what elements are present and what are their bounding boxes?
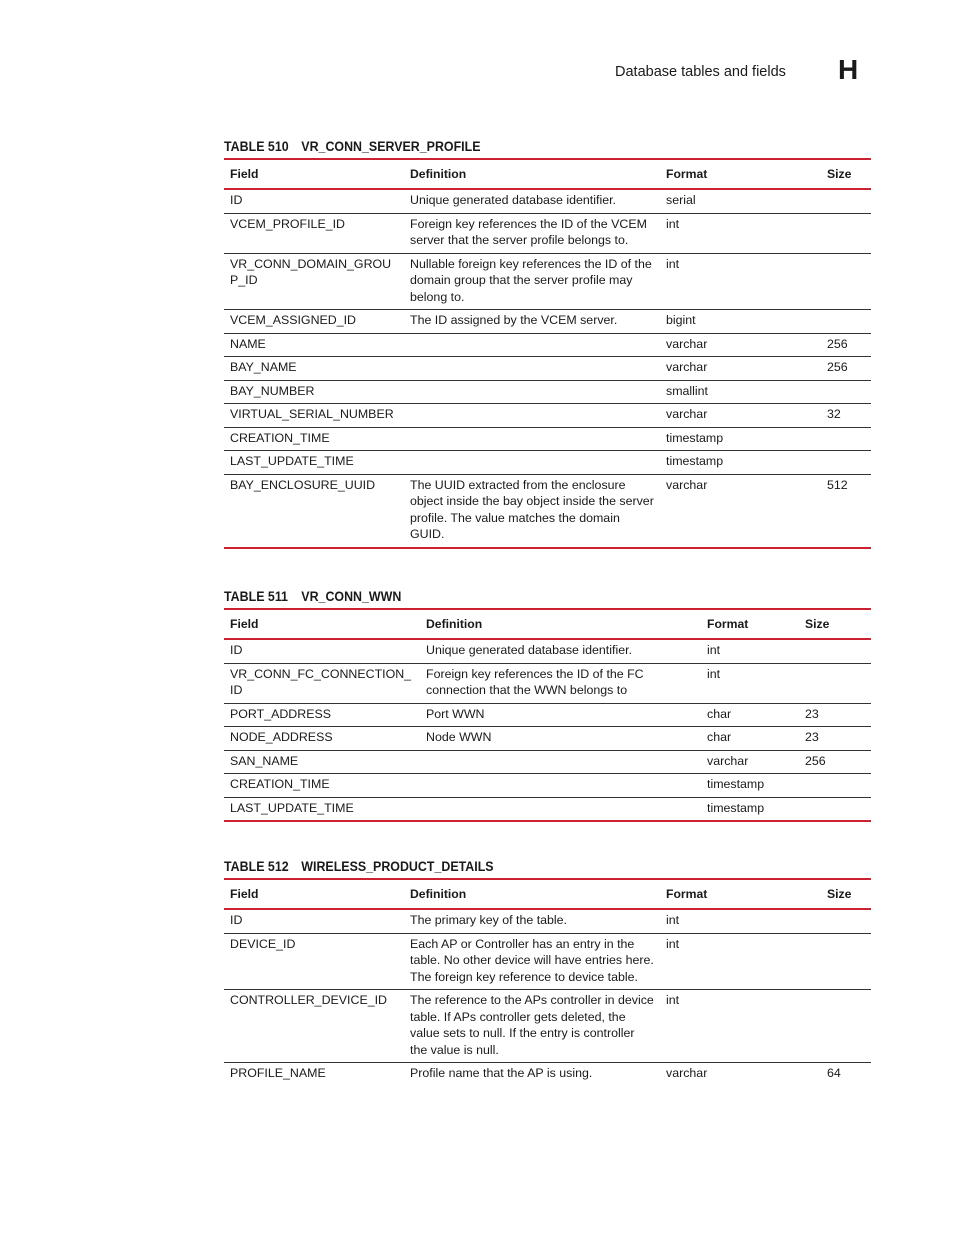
cell-size: 23 (805, 706, 819, 721)
cell-definition (420, 750, 701, 774)
table-number: TABLE 512 (224, 859, 289, 874)
cell-definition: Profile name that the AP is using. (410, 1066, 593, 1080)
table-name: WIRELESS_PRODUCT_DETAILS (301, 859, 494, 874)
cell-definition (404, 427, 660, 451)
cell-format: int (666, 216, 680, 231)
table-number: TABLE 511 (224, 589, 288, 604)
cell-field: PROFILE_NAME (230, 1066, 326, 1080)
table-header-row (224, 159, 871, 189)
table-row (224, 1063, 871, 1086)
table-row (224, 797, 871, 821)
table-header-row (224, 879, 871, 909)
cell-format: int (707, 643, 721, 657)
appendix-letter: H (838, 54, 859, 85)
cell-field: SAN_NAME (230, 753, 299, 768)
cell-field: BAY_NAME (230, 360, 297, 374)
column-header-size: Size (805, 617, 830, 631)
cell-size (821, 253, 871, 310)
table-row (224, 990, 871, 1063)
cell-definition (404, 380, 660, 404)
cell-field: PORT_ADDRESS (230, 706, 331, 721)
cell-size (821, 909, 871, 933)
cell-format: timestamp (707, 777, 765, 791)
cell-definition: The ID assigned by the VCEM server. (410, 313, 618, 327)
table-row (224, 703, 871, 727)
table-row (224, 253, 871, 310)
cell-definition: The UUID extracted from the enclosure object inside the bay object inside the server profile. The value matches the domain GUID. (410, 477, 654, 541)
column-header-definition: Definition (410, 887, 467, 901)
cell-field: CONTROLLER_DEVICE_ID (230, 993, 387, 1007)
cell-field: VCEM_PROFILE_ID (230, 216, 345, 231)
table-body (224, 189, 871, 548)
table-512-block (224, 856, 871, 1086)
cell-format: bigint (666, 313, 696, 327)
table-name: VR_CONN_SERVER_PROFILE (301, 139, 481, 154)
cell-format: varchar (666, 1066, 708, 1080)
table-caption (224, 586, 819, 608)
cell-format: int (666, 913, 680, 927)
cell-size (821, 933, 871, 990)
table-row (224, 333, 871, 357)
table-name: VR_CONN_WWN (301, 589, 402, 604)
cell-definition: Foreign key references the ID of the FC connection that the WWN belongs to (426, 666, 644, 697)
cell-format: varchar (666, 407, 708, 421)
cell-size (799, 639, 871, 663)
cell-format: int (707, 666, 721, 681)
cell-size (821, 990, 871, 1063)
cell-field: CREATION_TIME (230, 777, 330, 791)
table-511-block (224, 586, 871, 822)
table-510-block (224, 136, 871, 549)
cell-definition: Unique generated database identifier. (426, 643, 632, 657)
cell-field: DEVICE_ID (230, 936, 296, 951)
cell-format: int (666, 256, 680, 271)
column-header-size: Size (827, 167, 852, 181)
cell-size: 512 (827, 477, 848, 492)
cell-definition: Node WWN (426, 730, 492, 744)
cell-size (821, 213, 871, 253)
table-wireless-product-details (224, 878, 871, 1086)
cell-field: NODE_ADDRESS (230, 730, 333, 744)
cell-format: char (707, 706, 732, 721)
table-number: TABLE 510 (224, 139, 289, 154)
cell-format: int (666, 993, 680, 1007)
cell-format: timestamp (666, 454, 724, 468)
cell-format: smallint (666, 383, 708, 398)
table-row (224, 639, 871, 663)
cell-definition (420, 774, 701, 798)
column-header-field: Field (230, 617, 259, 631)
cell-size (799, 663, 871, 703)
table-row (224, 427, 871, 451)
table-body (224, 639, 871, 821)
table-row (224, 663, 871, 703)
table-row (224, 451, 871, 475)
cell-format: int (666, 936, 680, 951)
cell-size: 23 (805, 730, 819, 744)
cell-format: varchar (707, 753, 749, 768)
table-row (224, 310, 871, 334)
cell-field: ID (230, 913, 243, 927)
cell-format: varchar (666, 477, 708, 492)
cell-size (821, 380, 871, 404)
table-row (224, 727, 871, 751)
cell-format: varchar (666, 336, 708, 351)
cell-definition (404, 451, 660, 475)
cell-field: LAST_UPDATE_TIME (230, 454, 354, 468)
column-header-format: Format (666, 167, 708, 181)
cell-format: timestamp (666, 430, 724, 445)
table-row (224, 750, 871, 774)
cell-field: BAY_ENCLOSURE_UUID (230, 477, 376, 492)
cell-field: LAST_UPDATE_TIME (230, 800, 354, 815)
table-row (224, 189, 871, 213)
column-header-size: Size (827, 887, 852, 901)
cell-definition: Unique generated database identifier. (410, 193, 616, 207)
cell-definition (404, 333, 660, 357)
column-header-format: Format (666, 887, 708, 901)
cell-size (821, 427, 871, 451)
cell-size: 64 (827, 1066, 841, 1080)
cell-field: CREATION_TIME (230, 430, 330, 445)
table-row (224, 404, 871, 428)
cell-field: NAME (230, 336, 266, 351)
table-row (224, 357, 871, 381)
cell-definition: Foreign key references the ID of the VCEM server that the server profile belongs to. (410, 216, 647, 247)
cell-size (821, 189, 871, 213)
cell-definition: The reference to the APs controller in device table. If APs controller gets deleted, the value sets to null. If the entry is controller the value is null. (410, 993, 654, 1057)
column-header-format: Format (707, 617, 749, 631)
table-row (224, 909, 871, 933)
cell-definition: Nullable foreign key references the ID of the domain group that the server profile may belong to. (410, 256, 652, 304)
table-row (224, 933, 871, 990)
table-header-row (224, 609, 871, 639)
cell-definition: Port WWN (426, 706, 485, 721)
cell-field: VIRTUAL_SERIAL_NUMBER (230, 407, 394, 421)
cell-format: serial (666, 193, 696, 207)
table-vr-conn-wwn (224, 608, 871, 822)
cell-size (799, 797, 871, 821)
cell-size (799, 774, 871, 798)
table-caption (224, 856, 819, 878)
cell-size: 32 (827, 407, 841, 421)
cell-definition: The primary key of the table. (410, 913, 568, 927)
cell-format: timestamp (707, 800, 765, 815)
cell-definition (404, 404, 660, 428)
table-caption (224, 136, 819, 158)
cell-format: varchar (666, 360, 708, 374)
cell-field: ID (230, 643, 243, 657)
table-row (224, 380, 871, 404)
cell-field: VCEM_ASSIGNED_ID (230, 313, 357, 327)
cell-definition: Each AP or Controller has an entry in the table. No other device will have entries here. The foreign key reference to device table. (410, 936, 654, 984)
table-body (224, 909, 871, 1086)
cell-field: BAY_NUMBER (230, 383, 315, 398)
section-title: Database tables and fields (615, 64, 786, 80)
column-header-field: Field (230, 887, 259, 901)
cell-format: char (707, 730, 732, 744)
column-header-definition: Definition (426, 617, 483, 631)
table-vr-conn-server-profile (224, 158, 871, 549)
table-row (224, 774, 871, 798)
table-row (224, 474, 871, 548)
cell-definition (420, 797, 701, 821)
cell-field: VR_CONN_DOMAIN_GROUP_ID (230, 256, 392, 287)
cell-field: ID (230, 193, 243, 207)
column-header-field: Field (230, 167, 259, 181)
cell-size (821, 310, 871, 334)
table-row (224, 213, 871, 253)
cell-definition (404, 357, 660, 381)
cell-size: 256 (827, 360, 848, 374)
cell-size (821, 451, 871, 475)
cell-field: VR_CONN_FC_CONNECTION_ID (230, 666, 412, 697)
cell-size: 256 (805, 753, 826, 768)
column-header-definition: Definition (410, 167, 467, 181)
cell-size: 256 (827, 336, 848, 351)
